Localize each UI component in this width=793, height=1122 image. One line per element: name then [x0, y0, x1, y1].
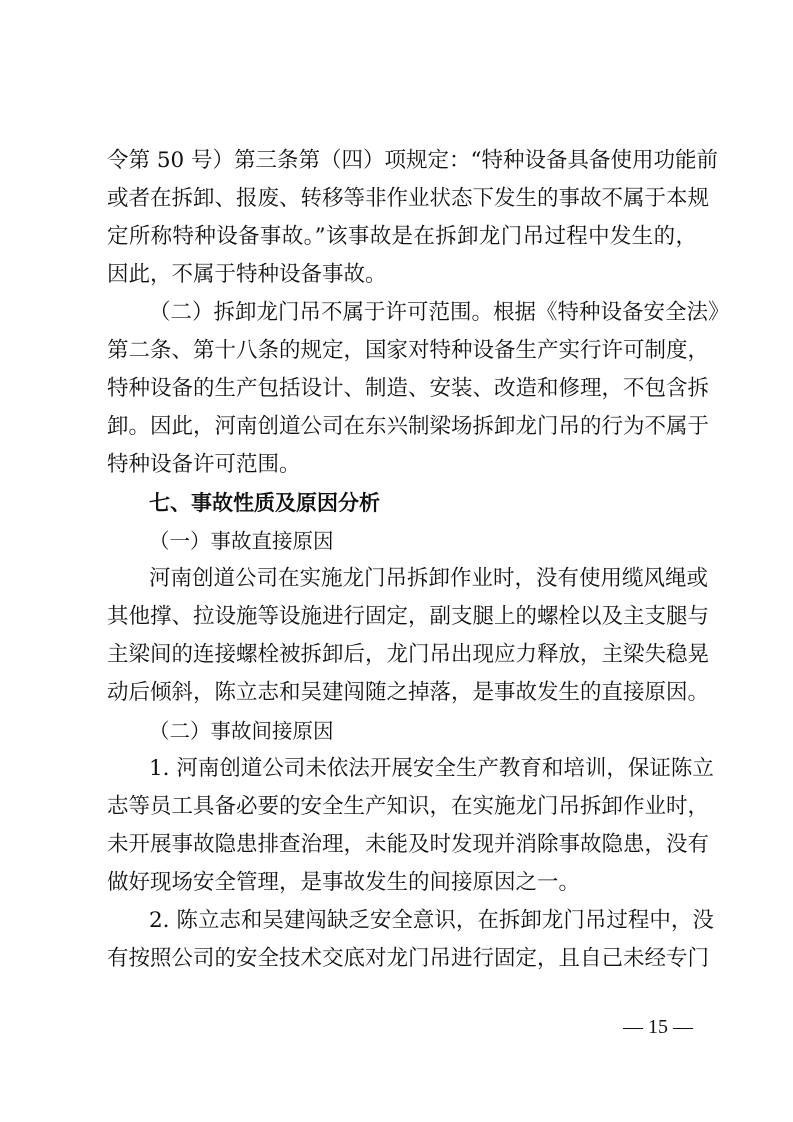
- subsection-heading: （一）事故直接原因: [149, 529, 334, 553]
- body-line: 定所称特种设备事故。”该事故是在拆卸龙门吊过程中发生的，: [107, 224, 697, 249]
- body-line: 河南创道公司在实施龙门吊拆卸作业时，没有使用缆风绳或: [149, 566, 709, 591]
- body-line: 因此，不属于特种设备事故。: [107, 262, 387, 287]
- body-line: 2. 陈立志和吴建闯缺乏安全意识，在拆卸龙门吊过程中，没: [149, 908, 714, 933]
- body-line: 主梁间的连接螺栓被拆卸后，龙门吊出现应力释放，主梁失稳晃: [107, 642, 710, 667]
- body-line: （二）拆卸龙门吊不属于许可范围。根据《特种设备安全法》: [149, 300, 730, 325]
- body-line: 令第 50 号）第三条第（四）项规定：“特种设备具备使用功能前: [107, 148, 719, 173]
- body-line: 卸。因此，河南创道公司在东兴制梁场拆卸龙门吊的行为不属于: [107, 414, 710, 439]
- body-line: 特种设备许可范围。: [107, 452, 301, 477]
- subsection-heading: （二）事故间接原因: [149, 719, 334, 743]
- body-line: 未开展事故隐患排查治理，未能及时发现并消除事故隐患，没有: [107, 832, 710, 857]
- body-line: 有按照公司的安全技术交底对龙门吊进行固定，且自己未经专门: [107, 946, 710, 971]
- body-line: 其他撑、拉设施等设施进行固定，副支腿上的螺栓以及主支腿与: [107, 604, 710, 629]
- section-heading: 七、事故性质及原因分析: [149, 491, 380, 515]
- body-line: 志等员工具备必要的安全生产知识，在实施龙门吊拆卸作业时，: [107, 794, 710, 819]
- body-line: 或者在拆卸、报废、转移等非作业状态下发生的事故不属于本规: [107, 186, 710, 211]
- body-line: 第二条、第十八条的规定，国家对特种设备生产实行许可制度，: [107, 338, 710, 363]
- body-line: 特种设备的生产包括设计、制造、安装、改造和修理，不包含拆: [107, 376, 710, 401]
- body-line: 做好现场安全管理，是事故发生的间接原因之一。: [107, 870, 581, 895]
- body-line: 动后倾斜，陈立志和吴建闯随之掉落，是事故发生的直接原因。: [107, 680, 710, 705]
- body-line: 1. 河南创道公司未依法开展安全生产教育和培训，保证陈立: [149, 756, 714, 781]
- page-number: — 15 —: [623, 1016, 693, 1038]
